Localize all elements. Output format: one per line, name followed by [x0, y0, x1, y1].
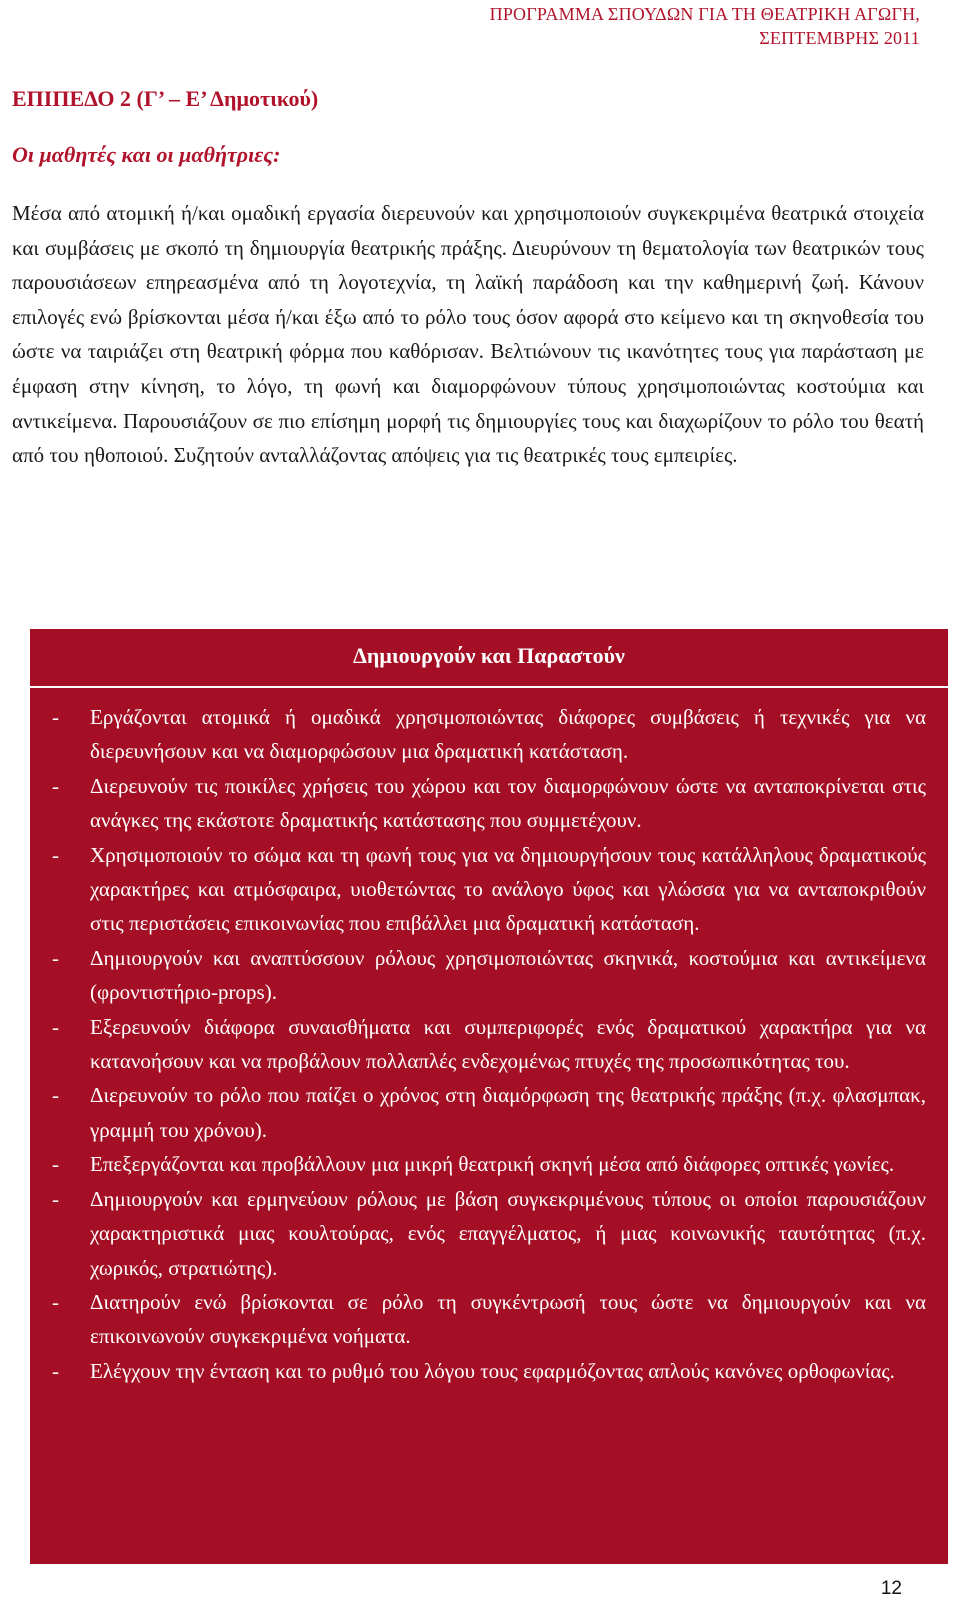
- list-item-text: Διατηρούν ενώ βρίσκονται σε ρόλο τη συγκέντρωσή τους ώστε να δημιουργούν και να επικοινωνούν συγκεκριμένα νοήματα.: [90, 1289, 926, 1349]
- bullet-dash: -: [52, 1186, 59, 1211]
- intro-paragraph: Μέσα από ατομική ή/και ομαδική εργασία διερευνούν και χρησιμοποιούν συγκεκριμένα θεατρικά στοιχεία και συμβάσεις με σκοπό τη δημιουργία θεατρικής πράξης. Διευρύνουν τη θεματολογία των θεατρικών τους παρουσιάσεων επηρεασμένα από τη λογοτεχνία, τη λαϊκή παράδοση και την καθημερινή ζωή. Κάνουν επιλογές ενώ βρίσκονται μέσα ή/και έξω από το ρόλο τους όσον αφορά στο κείμενο και τη σκηνοθεσία του ώστε να ταιριάζει στη θεατρική φόρμα που καθόρισαν. Βελτιώνουν τις ικανότητες τους για παράσταση με έμφαση στην κίνηση, το λόγο, τη φωνή και διαμορφώνουν τύπους χρησιμοποιώντας κοστούμια και αντικείμενα. Παρουσιάζουν σε πιο επίσημη μορφή τις δημιουργίες τους και διαχωρίζουν το ρόλο του θεατή από του ηθοποιού. Συζητούν ανταλλάζοντας απόψεις για τις θεατρικές τους εμπειρίες.: [12, 201, 924, 468]
- bullet-dash: -: [52, 945, 59, 970]
- section-title: Δημιουργούν και Παραστούν: [30, 629, 948, 688]
- list-item-text: Εργάζονται ατομικά ή ομαδικά χρησιμοποιώντας διάφορες συμβάσεις ή τεχνικές για να διερευνήσουν και να διαμορφώσουν μια δραματική κατάσταση.: [90, 705, 926, 764]
- list-item-text: Διερευνούν τις ποικίλες χρήσεις του χώρου και τον διαμορφώνουν ώστε να ανταποκρίνεται στις ανάγκες της εκάστοτε δραματικής κατάστασης που συμμετέχουν.: [90, 773, 926, 833]
- objectives-list: [30, 688, 948, 1388]
- running-header-line-2: ΣΕΠΤΕΜΒΡΗΣ 2011: [759, 28, 920, 48]
- list-item: [30, 1147, 948, 1181]
- students-heading: Οι μαθητές και οι μαθήτριες:: [12, 142, 281, 167]
- bullet-dash: -: [52, 1014, 59, 1039]
- running-header-line-1: ΠΡΟΓΡΑΜΜΑ ΣΠΟΥΔΩΝ ΓΙΑ ΤΗ ΘΕΑΤΡΙΚΗ ΑΓΩΓΗ,: [489, 4, 920, 24]
- bullet-dash: -: [52, 705, 59, 729]
- list-item-text: Εξερευνούν διάφορα συναισθήματα και συμπεριφορές ενός δραματικού χαρακτήρα για να κατανοήσουν και να προβάλουν πολλαπλές ενδεχομένως πτυχές της προσωπικότητας του.: [90, 1014, 926, 1074]
- bullet-dash: -: [52, 842, 59, 867]
- level-heading: ΕΠΙΠΕΔΟ 2 (Γ’ – Ε’ Δημοτικού): [12, 86, 319, 111]
- list-item: [30, 769, 948, 838]
- list-item: [30, 941, 948, 1010]
- list-item-text: Ελέγχουν την ένταση και το ρυθμό του λόγου τους εφαρμόζοντας απλούς κανόνες ορθοφωνίας.: [90, 1358, 895, 1383]
- bullet-dash: -: [52, 773, 59, 798]
- bullet-dash: -: [52, 1358, 59, 1383]
- list-item-text: Χρησιμοποιούν το σώμα και τη φωνή τους για να δημιουργήσουν τους κατάλληλους δραματικούς χαρακτήρες και ατμόσφαιρα, υιοθετώντας το ανάλογο ύφος και γλώσσα για να ανταποκριθούν στις περιστάσεις επικοινωνίας που επιβάλλει μια δραματική κατάσταση.: [90, 842, 926, 936]
- objectives-box: [30, 627, 948, 1564]
- list-item-text: Δημιουργούν και ερμηνεύουν ρόλους με βάση συγκεκριμένους τύπους οι οποίοι παρουσιάζουν χαρακτηριστικά μιας κουλτούρας, ενός επαγγέλματος, ή μιας κοινωνικής ταυτότητας (π.χ. χωρικός, στρατιώτης).: [90, 1186, 926, 1280]
- bullet-dash: -: [52, 1289, 59, 1314]
- list-item: [30, 700, 948, 769]
- page-number: 12: [880, 1578, 902, 1599]
- bullet-dash: -: [52, 1152, 59, 1177]
- list-item-text: Διερευνούν το ρόλο που παίζει ο χρόνος στη διαμόρφωση της θεατρικής πράξης (π.χ. φλασμπακ, γραμμή του χρόνου).: [90, 1083, 926, 1142]
- list-item: [30, 1182, 948, 1285]
- list-item: [30, 1078, 948, 1147]
- running-header: [400, 2, 920, 50]
- bullet-dash: -: [52, 1083, 59, 1108]
- list-item: [30, 1354, 948, 1388]
- list-item: [30, 1010, 948, 1079]
- list-item: [30, 1285, 948, 1354]
- list-item-text: Επεξεργάζονται και προβάλλουν μια μικρή θεατρική σκηνή μέσα από διάφορες οπτικές γωνίες.: [90, 1152, 895, 1177]
- list-item: [30, 838, 948, 941]
- list-item-text: Δημιουργούν και αναπτύσσουν ρόλους χρησιμοποιώντας σκηνικά, κοστούμια και αντικείμενα (φροντιστήριο-props).: [90, 945, 926, 1005]
